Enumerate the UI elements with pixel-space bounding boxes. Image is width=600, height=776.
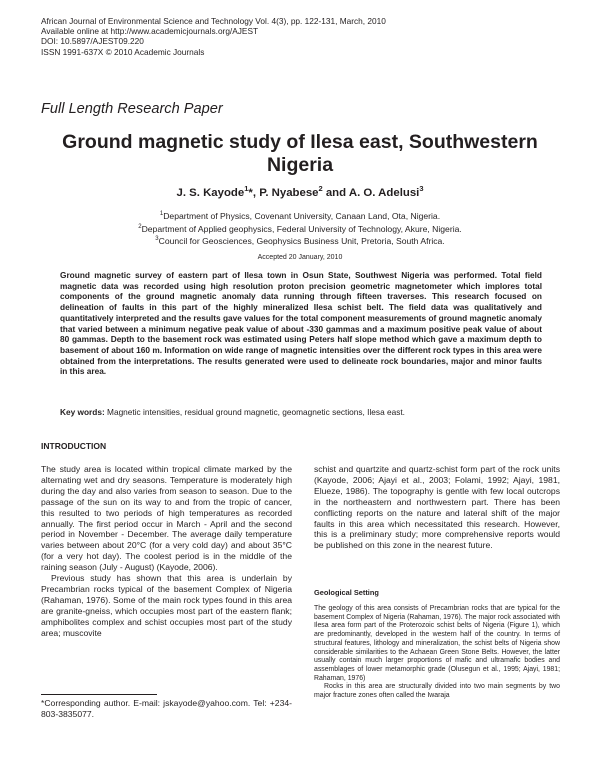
author-name: A. O. Adelusi	[348, 186, 420, 199]
affiliation	[41, 222, 559, 235]
author-list	[41, 184, 559, 199]
corresponding-mark: *	[248, 186, 253, 199]
author-affil-mark: 3	[419, 184, 424, 193]
author-separator: ,	[252, 186, 260, 199]
affiliation-mark: 2	[138, 223, 142, 230]
author-name: P. Nyabese	[259, 186, 319, 199]
introduction-heading: INTRODUCTION	[41, 441, 107, 451]
body-paragraph: The study area is located within tropical climate marked by the alternating wet and dry seasons. Temperature is moderately high during the day and also varies from season to season. Due to the passage of the sun on its way to and from the tropic of cancer, this resulted to two periods of high temperatures as recorded annually. The first period occur in March - April and the second period in November - December. The average daily temperature varies between about 20°C (for a very cold day) and about 35°C (for a very hot day). The coolest period is in the middle of the raining season (July - August) (Kayode, 2006).	[41, 464, 292, 573]
availability-line: Available online at http://www.academicjournals.org/AJEST	[41, 26, 259, 37]
geological-setting-text	[314, 605, 560, 701]
keywords-text: Magnetic intensities, residual ground magnetic, geomagnetic sections, Ilesa east.	[104, 407, 405, 417]
journal-citation: African Journal of Environmental Science and Technology Vol. 4(3), pp. 122-131, March, 2010	[41, 16, 386, 26]
affiliation-mark: 3	[155, 236, 159, 243]
affiliation-text: Council for Geosciences, Geophysics Business Unit, Pretoria, South Africa.	[158, 235, 445, 246]
journal-header	[41, 16, 386, 57]
affiliation	[41, 209, 559, 222]
body-paragraph: schist and quartzite and quartz-schist form part of the rock units (Kayode, 2006; Ajayi et al., 2003; Folami, 1992; Ajayi, 1981, Elueze, 1986). The topography is gentle with few local outcrops in the northeastern and northwestern part. There has been conflicting reports on the nature and lateral shift of the major faults in this area which necessitated this research. However, this is a preliminary study; more comprehensive reports would be published on this zone in the nearest future.	[314, 464, 560, 551]
body-paragraph: The geology of this area consists of Precambrian rocks that are typical for the basement Complex of Nigeria (Rahaman, 1976). The major rock associated with Ilesa area form part of the Proterozoic schist belts of Nigeria (Figure 1), which are predominantly, developed in the western half of the country. In terms of structural features, lithology and mineralization, the schist belts of Nigeria show considerable similarities to the Achaean Green Stone Belts. However, the latter usually contain much larger proportions of mafic and ultramafic bodies and assemblages of lower metamorphic grade (Olusegun et al., 1995; Ajayi, 1981; Rahaman, 1976)	[314, 605, 560, 682]
paper-type: Full Length Research Paper	[41, 101, 223, 117]
abstract: Ground magnetic survey of eastern part of Ilesa town in Osun State, Southwest Nigeria was performed. Total field magnetic data was recorded using high resolution proton precision geometric magnetometer which implores total components of the ground magnetic anomaly data running through fifteen traverses. This research focused on delineation of faults in this part of the highly mineralized Ilesa schist belt. The field data was qualitatively and quantitatively interpreted and the results gave values for the total component measurements of ground magnetic anomaly that varied between a minimum negative peak value of about -330 gammas and a maximum positive peak value of about 80 gammas. Depth to the basement rock was estimated using Peters half slope method which gave a maximum depth to basement of about 160 m. Information on wide range of magnetic intensities over the different rock types in this area were obtained from the interpretations. The results generated were used to delineate rock boundaries, major and minor faults in this area.	[60, 270, 542, 377]
body-paragraph: Rocks in this area are structurally divided into two main segments by two major fracture zones often called the Iwaraja	[314, 683, 560, 700]
affiliation-text: Department of Physics, Covenant University, Canaan Land, Ota, Nigeria.	[163, 210, 441, 221]
geological-setting-heading: Geological Setting	[314, 588, 379, 597]
affiliation-text: Department of Applied geophysics, Federal University of Technology, Akure, Nigeria.	[141, 223, 462, 234]
affiliations	[41, 209, 559, 247]
left-column	[41, 464, 292, 639]
author-affil-mark: 1	[244, 184, 249, 193]
accepted-date: Accepted 20 January, 2010	[257, 254, 343, 261]
right-column	[314, 464, 560, 551]
footnote-divider	[41, 694, 157, 695]
issn-line: ISSN 1991-637X © 2010 Academic Journals	[41, 46, 205, 57]
doi-line: DOI: 10.5897/AJEST09.220	[41, 36, 144, 47]
keywords-label: Key words:	[60, 407, 105, 417]
affiliation-mark: 1	[159, 211, 164, 217]
affiliation	[41, 234, 559, 247]
keywords	[60, 407, 542, 417]
paper-title: Ground magnetic study of Ilesa east, Southwestern Nigeria	[62, 131, 538, 176]
author-affil-mark: 2	[318, 184, 323, 193]
author-separator: and	[322, 186, 349, 199]
body-paragraph: Previous study has shown that this area is underlain by Precambrian rocks typical of the basement Complex of Nigeria (Rahaman, 1976). Some of the main rock types found in this area are granite-gneiss, which occupies most part of the eastern flank; amphibolites complex and schist occupies most part of the study area; muscovite	[41, 573, 292, 638]
corresponding-author-footnote: *Corresponding author. E-mail: jskayode@yahoo.com. Tel: +234-803-3835077.	[41, 698, 292, 719]
author-name: J. S. Kayode	[176, 186, 245, 199]
